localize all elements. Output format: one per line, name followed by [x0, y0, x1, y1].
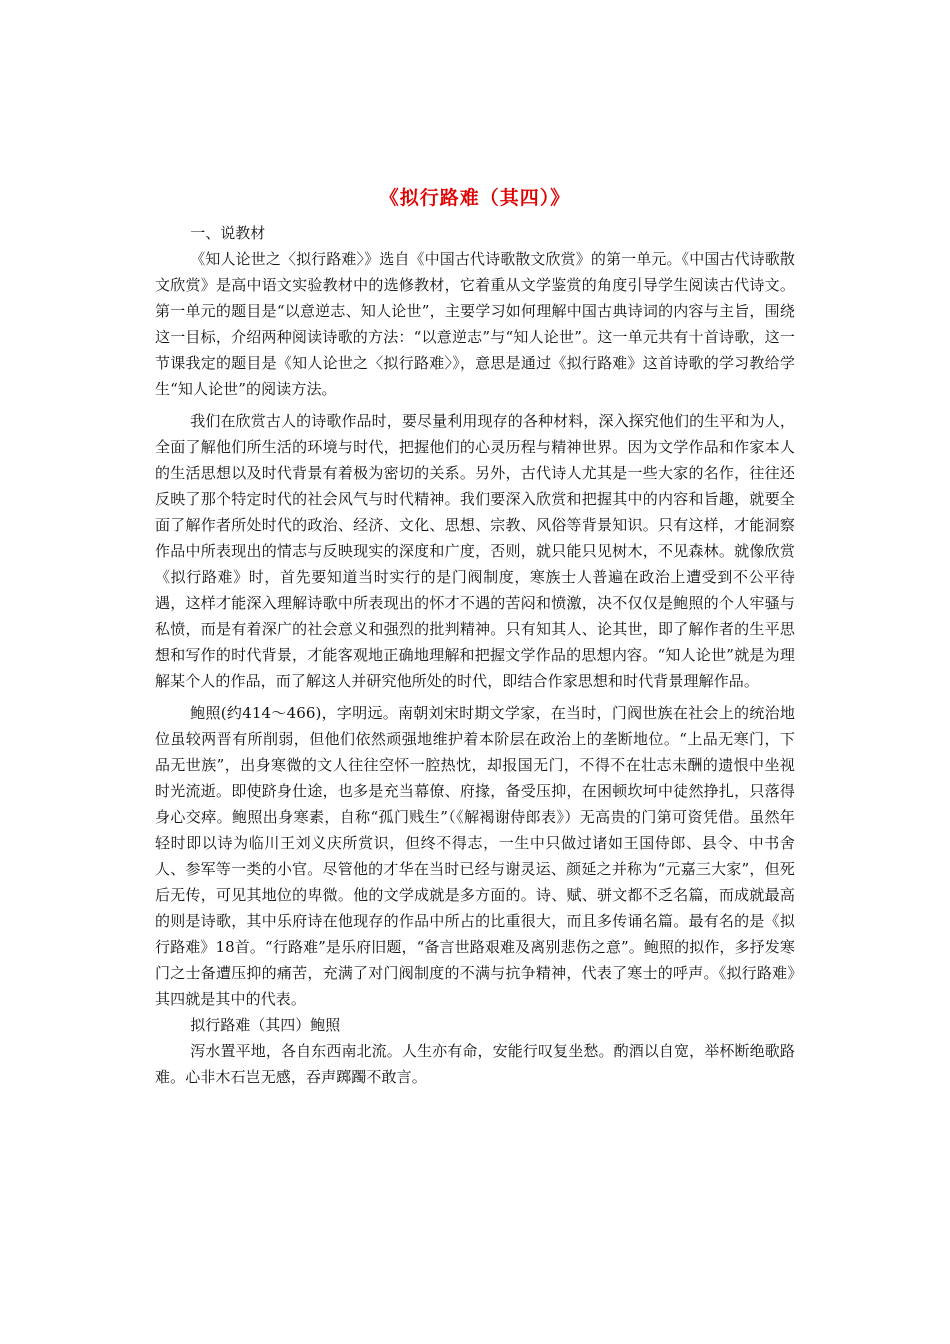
- paragraph-method: 我们在欣赏古人的诗歌作品时，要尽量利用现存的各种材料，深入探究他们的生平和为人，全面了解他们所生活的环境与时代，把握他们的心灵历程与精神世界。因为文学作品和作家本人的生活思想以及时代背景有着极为密切的关系。另外，古代诗人尤其是一些大家的名作，往往还反映了那个特定时代的社会风气与时代精神。我们要深入欣赏和把握其中的内容和旨趣，就要全面了解作者所处时代的政治、经济、文化、思想、宗教、风俗等背景知识。只有这样，才能洞察作品中所表现出的情志与反映现实的深度和广度，否则，就只能只见树木，不见森林。就像欣赏《拟行路难》时，首先要知道当时实行的是门阀制度，寒族士人普遍在政治上遭受到不公平待遇，这样才能深入理解诗歌中所表现出的怀才不遇的苦闷和愤激，决不仅仅是鲍照的个人牢骚与私愤，而是有着深广的社会意义和强烈的批判精神。只有知其人、论其世，即了解作者的生平思想和写作的时代背景，才能客观地正确地理解和把握文学作品的思想内容。“知人论世”就是为理解某个人的作品，而了解这人并研究他所处的时代，即结合作家思想和时代背景理解作品。: [155, 412, 795, 690]
- poem-text: 泻水置平地，各自东西南北流。人生亦有命，安能行叹复坐愁。酌酒以自宽，举杯断绝歌路难。心非木石岂无感，吞声踯躅不敢言。: [155, 1042, 795, 1086]
- document-title: 《拟行路难（其四）》: [379, 187, 571, 209]
- poem-heading: 拟行路难（其四）鲍照: [190, 1016, 341, 1034]
- paragraph-author-bio: 鲍照(约414～466)，字明远。南朝刘宋时期文学家，在当时，门阀世族在社会上的统治地位虽较两晋有所削弱，但他们依然顽强地维护着本阶层在政治上的垄断地位。“上品无寒门，下品无世族”，出身寒微的文人往往空怀一腔热忱，却报国无门，不得不在壮志未酬的遗恨中坐视时光流逝。即使跻身仕途，也多是充当幕僚、府掾，备受压抑，在困顿坎坷中徒然挣扎，只落得身心交瘁。鲍照出身寒素，自称“孤门贱生”（《解褐谢侍郎表》）无高贵的门第可资凭借。虽然年轻时即以诗为临川王刘义庆所赏识，但终不得志，一生中只做过诸如王国侍郎、县令、中书舍人、参军等一类的小官。尽管他的才华在当时已经与谢灵运、颜延之并称为“元嘉三大家”，但死后无传，可见其地位的卑微。他的文学成就是多方面的。诗、赋、骈文都不乏名篇，而成就最高的则是诗歌，其中乐府诗在他现存的作品中所占的比重很大，而且多传诵名篇。最有名的是《拟行路难》18首。“行路难”是乐府旧题，“备言世路艰难及离别悲伤之意”。鲍照的拟作，多抒发寒门之士备遭压抑的痛苦，充满了对门阀制度的不满与抗争精神，代表了寒士的呼声。《拟行路难》其四就是其中的代表。: [155, 704, 795, 1008]
- paragraph-textbook-intro: 《知人论世之〈拟行路难〉》选自《中国古代诗歌散文欣赏》的第一单元。《中国古代诗歌散文欣赏》是高中语文实验教材中的选修教材，它着重从文学鉴赏的角度引导学生阅读古代诗文。第一单元的题目是“以意逆志、知人论世”，主要学习如何理解中国古典诗词的内容与主旨，围绕这一目标，介绍两种阅读诗歌的方法：“以意逆志”与“知人论世”。这一单元共有十首诗歌，这一节课我定的题目是《知人论世之〈拟行路难〉》，意思是通过《拟行路难》这首诗歌的学习教给学生“知人论世”的阅读方法。: [155, 250, 795, 398]
- section-heading: 一、说教材: [190, 224, 266, 242]
- document-page: [155, 182, 795, 1096]
